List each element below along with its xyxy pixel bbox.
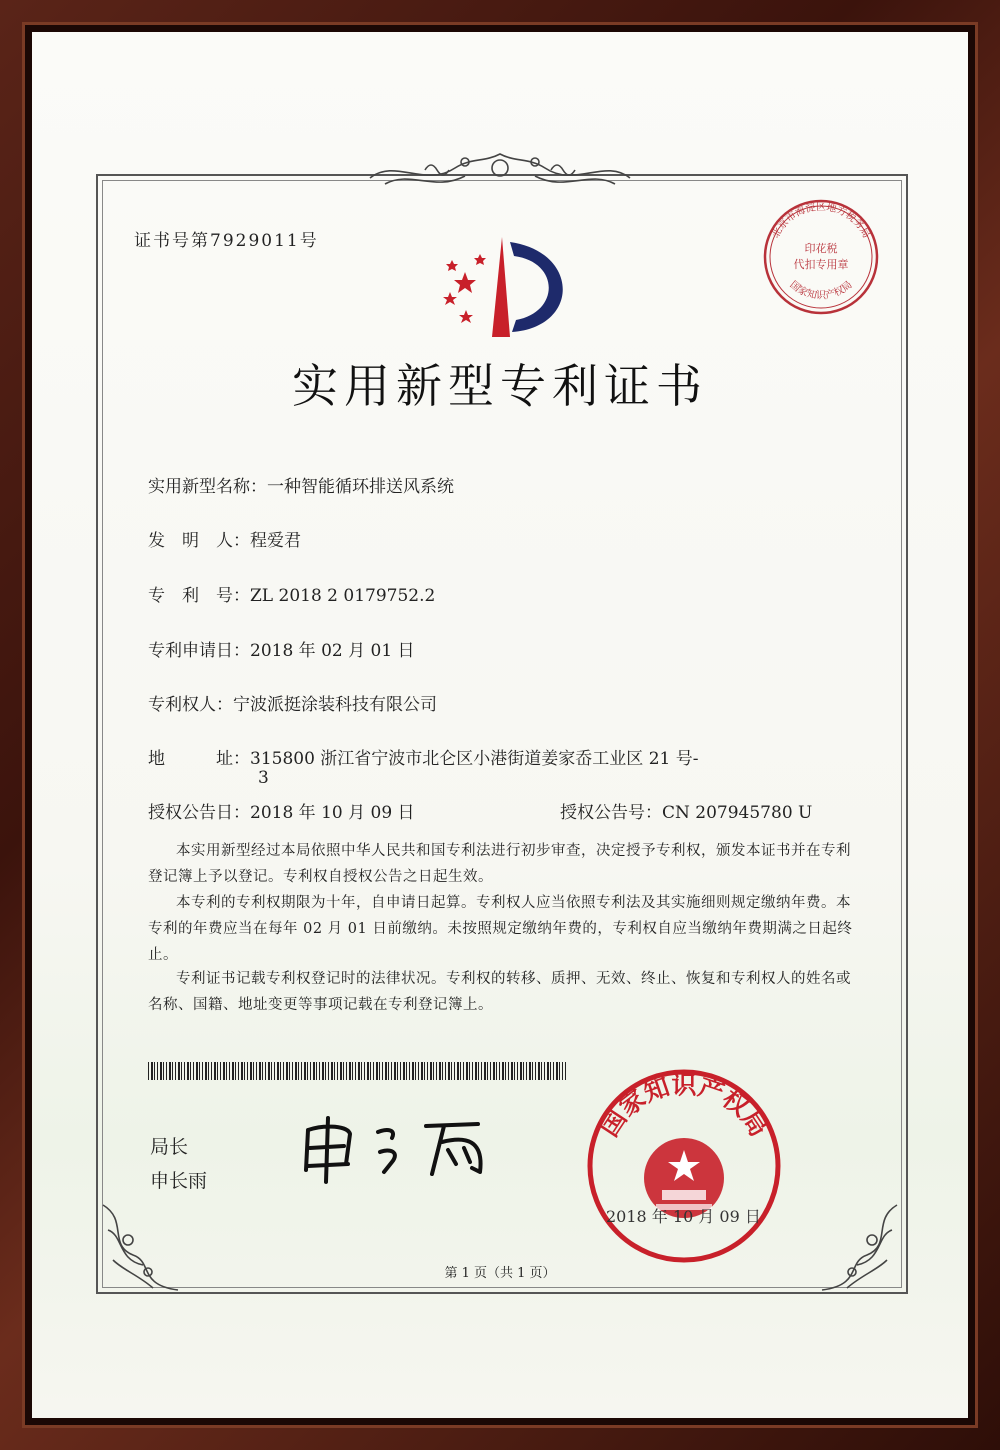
certificate-number: 证书号第7929011号 [134,231,319,251]
address-value-line1: 315800 浙江省宁波市北仑区小港街道姜家岙工业区 21 号- [250,749,699,769]
address-value-line2: 3 [258,768,269,788]
page-indicator: 第 1 页（共 1 页） [444,1266,556,1281]
patent-office-logo-icon [430,232,580,342]
holder-label: 专利权人： [148,695,233,715]
filing-date-label: 专利申请日： [148,641,250,661]
row-inventor [148,526,301,551]
certificate-title: 实用新型专利证书 [292,359,708,413]
tax-seal-middle-text-1: 印花税 [804,242,838,255]
paragraph-2: 本专利的专利权期限为十年，自申请日起算。专利权人应当依照专利法及其实施细则规定缴纳年费。本专利的年费应当在每年 02 月 01 日前缴纳。未按照规定缴纳年费的，专利权自应当缴纳年费期满之日起终止。 [148,895,853,963]
inventor-value: 程爱君 [250,531,301,551]
patent-number-value: ZL 2018 2 0179752.2 [250,586,436,606]
tax-stamp-seal [760,196,882,318]
holder-value: 宁波派挺涂装科技有限公司 [233,695,437,715]
paragraph-1: 本实用新型经过本局依照中华人民共和国专利法进行初步审查，决定授予专利权，颁发本证书并在专利登记簿上予以登记。专利权自授权公告之日起生效。 [148,843,851,885]
row-patent-number [148,581,435,606]
tax-seal-bottom-text: 国家知识产权局 [787,279,855,302]
svg-text:国家知识产权局 [787,279,854,302]
svg-text:北京市海淀区地方税务局 [770,200,873,240]
name-label: 实用新型名称： [148,477,267,497]
stamp-date: 2018 年 10 月 09 日 [606,1207,761,1226]
grant-number-value: CN 207945780 U [662,803,813,823]
grant-date-value: 2018 年 10 月 09 日 [250,803,415,823]
row-utility-model-name [148,472,454,497]
row-patent-holder [148,690,437,715]
tax-seal-middle-text-2: 代扣专用章 [793,258,849,271]
filing-date-value: 2018 年 02 月 01 日 [250,641,415,661]
top-ornament-icon [365,148,635,194]
tax-seal-outer-text: 北京市海淀区地方税务局 [770,202,872,241]
director-title: 局长 [150,1136,189,1158]
grant-date-label: 授权公告日： [148,803,250,823]
patent-number-label: 专 利 号： [148,586,250,606]
paragraph-3: 专利证书记载专利权登记时的法律状况。专利权的转移、质押、无效、终止、恢复和专利权人的姓名或名称、国籍、地址变更等事项记载在专利登记簿上。 [148,971,851,1013]
row-grant-date [148,798,415,823]
row-filing-date [148,636,415,661]
address-label: 地 址： [148,749,250,769]
inventor-label: 发 明 人： [148,531,250,551]
official-seal-text: 国家知识产权局 [594,1070,774,1142]
certificate-border [96,174,908,1294]
patent-office-red-seal [584,1066,784,1266]
director-name: 申长雨 [150,1170,208,1192]
name-value: 一种智能循环排送风系统 [267,477,454,497]
svg-text:国家知识产权局 [594,1071,773,1142]
grant-number-label: 授权公告号： [560,803,662,823]
row-grant-number [560,798,812,823]
director-signature [296,1112,501,1184]
barcode [148,1062,566,1080]
row-address [148,744,698,769]
